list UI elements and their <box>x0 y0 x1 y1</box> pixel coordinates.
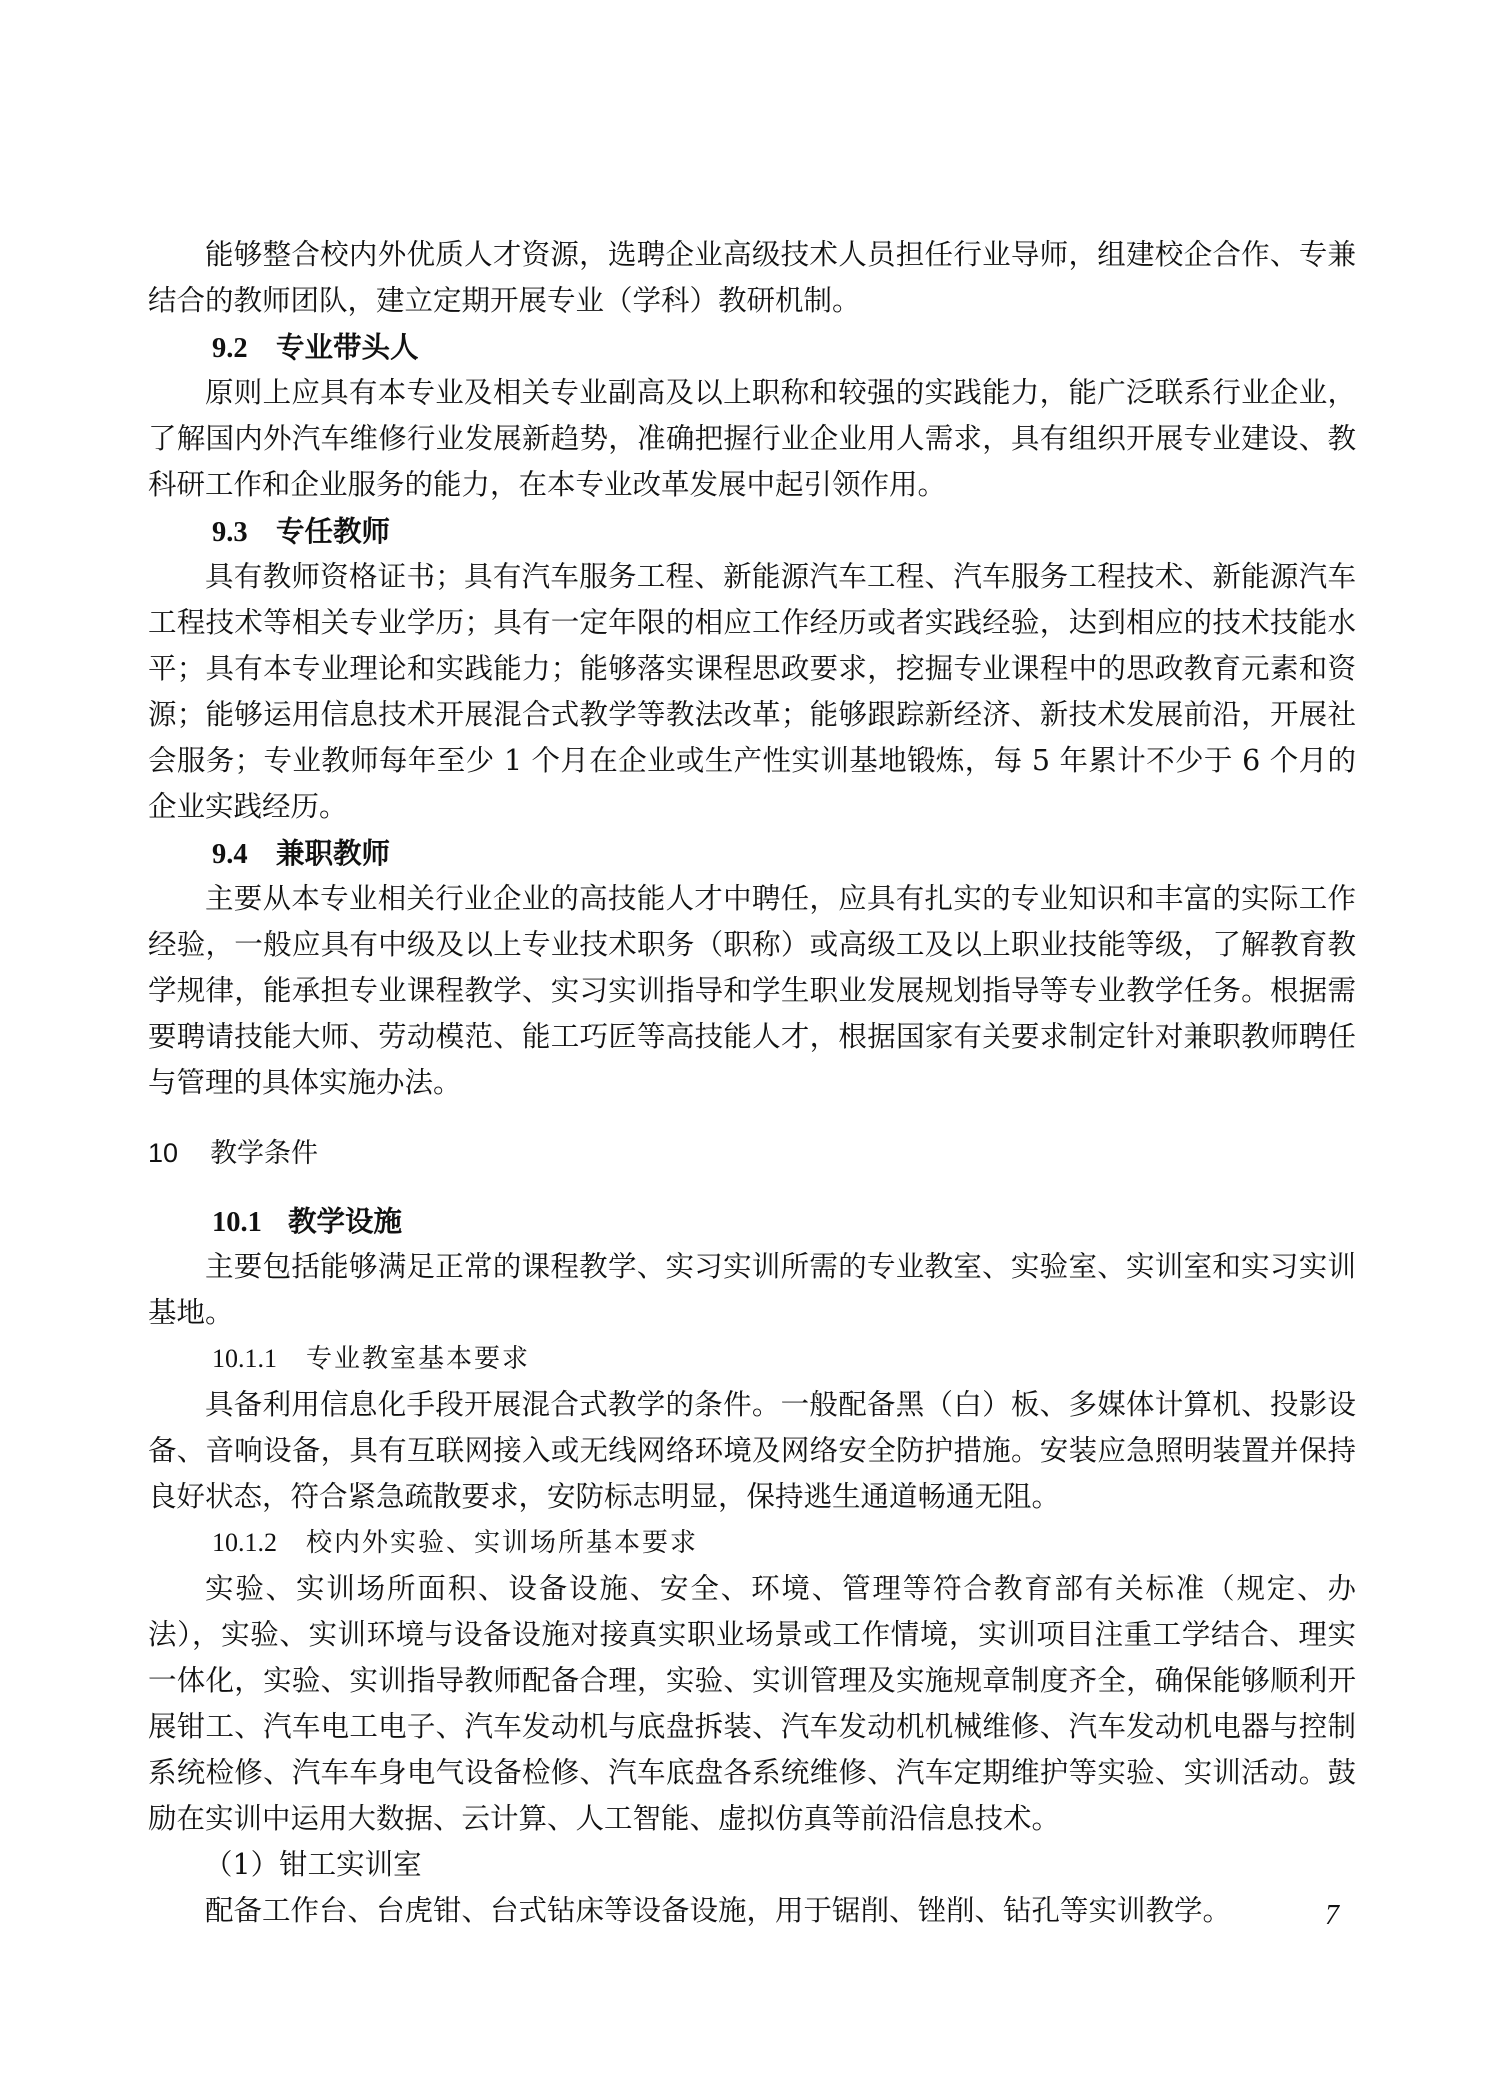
paragraph-10-1-1: 具备利用信息化手段开展混合式教学的条件。一般配备黑（白）板、多媒体计算机、投影设备、音响设备，具有互联网接入或无线网络环境及网络安全防护措施。安装应急照明装置并保持良好状态，符合紧急疏散要求，安防标志明显，保持逃生通道畅通无阻。 <box>148 1388 1356 1513</box>
heading-10-1-title: 教学设施 <box>288 1204 403 1238</box>
page-content <box>148 232 1356 1934</box>
heading-9-3 <box>148 508 1356 554</box>
paragraph-10-1: 主要包括能够满足正常的课程教学、实习实训所需的专业教室、实验室、实训室和实习实训基地。 <box>148 1250 1356 1329</box>
paragraph-9-3: 具有教师资格证书；具有汽车服务工程、新能源汽车工程、汽车服务工程技术、新能源汽车工程技术等相关专业学历；具有一定年限的相应工作经历或者实践经验，达到相应的技术技能水平；具有本专业理论和实践能力；能够落实课程思政要求，挖掘专业课程中的思政教育元素和资源；能够运用信息技术开展混合式教学等教法改革；能够跟踪新经济、新技术发展前沿，开展社会服务；专业教师每年至少 1 个月在企业或生产性实训基地锻炼，每 5 年累计不少于 6 个月的企业实践经历。 <box>148 560 1356 823</box>
heading-10-1-2-number: 10.1.2 <box>212 1528 277 1557</box>
heading-10-1-1-title: 专业教室基本要求 <box>306 1344 531 1374</box>
paragraph-10-1-2: 实验、实训场所面积、设备设施、安全、环境、管理等符合教育部有关标准（规定、办法），实验、实训环境与设备设施对接真实职业场景或工作情境，实训项目注重工学结合、理实一体化，实验、实训指导教师配备合理，实验、实训管理及实施规章制度齐全，确保能够顺利开展钳工、汽车电工电子、汽车发动机与底盘拆装、汽车发动机机械维修、汽车发动机电器与控制系统检修、汽车车身电气设备检修、汽车底盘各系统维修、汽车定期维护等实验、实训活动。鼓励在实训中运用大数据、云计算、人工智能、虚拟仿真等前沿信息技术。 <box>148 1572 1356 1835</box>
heading-10-1 <box>148 1198 1356 1244</box>
heading-10-1-1 <box>148 1336 1356 1382</box>
heading-9-4-number: 9.4 <box>212 839 248 870</box>
heading-10-1-2 <box>148 1520 1356 1566</box>
heading-10-1-number: 10.1 <box>212 1207 262 1238</box>
list-item-heading: （1）钳工实训室 <box>204 1848 422 1881</box>
heading-10 <box>148 1130 1356 1176</box>
paragraph-intro: 能够整合校内外优质人才资源，选聘企业高级技术人员担任行业导师，组建校企合作、专兼结合的教师团队，建立定期开展专业（学科）教研机制。 <box>148 238 1356 317</box>
heading-9-4-title: 兼职教师 <box>276 836 391 870</box>
paragraph-9-4: 主要从本专业相关行业企业的高技能人才中聘任，应具有扎实的专业知识和丰富的实际工作经验，一般应具有中级及以上专业技术职务（职称）或高级工及以上职业技能等级，了解教育教学规律，能承担专业课程教学、实习实训指导和学生职业发展规划指导等专业教学任务。根据需要聘请技能大师、劳动模范、能工巧匠等高技能人才，根据国家有关要求制定针对兼职教师聘任与管理的具体实施办法。 <box>148 882 1356 1099</box>
heading-10-1-1-number: 10.1.1 <box>212 1344 277 1373</box>
heading-10-1-2-title: 校内外实验、实训场所基本要求 <box>306 1528 699 1558</box>
heading-10-number: 10 <box>148 1138 179 1168</box>
heading-9-4 <box>148 830 1356 876</box>
heading-9-2 <box>148 324 1356 370</box>
heading-9-3-number: 9.3 <box>212 517 248 548</box>
page-number: 7 <box>1325 1900 1339 1931</box>
heading-9-2-title: 专业带头人 <box>276 330 419 364</box>
heading-9-2-number: 9.2 <box>212 333 248 364</box>
paragraph-9-2: 原则上应具有本专业及相关专业副高及以上职称和较强的实践能力，能广泛联系行业企业，了解国内外汽车维修行业发展新趋势，准确把握行业企业用人需求，具有组织开展专业建设、教科研工作和企业服务的能力，在本专业改革发展中起引领作用。 <box>148 376 1356 501</box>
paragraph-item-1: 配备工作台、台虎钳、台式钻床等设备设施，用于锯削、锉削、钻孔等实训教学。 <box>205 1894 1232 1927</box>
heading-9-3-title: 专任教师 <box>276 514 391 548</box>
heading-10-title: 教学条件 <box>210 1138 318 1169</box>
